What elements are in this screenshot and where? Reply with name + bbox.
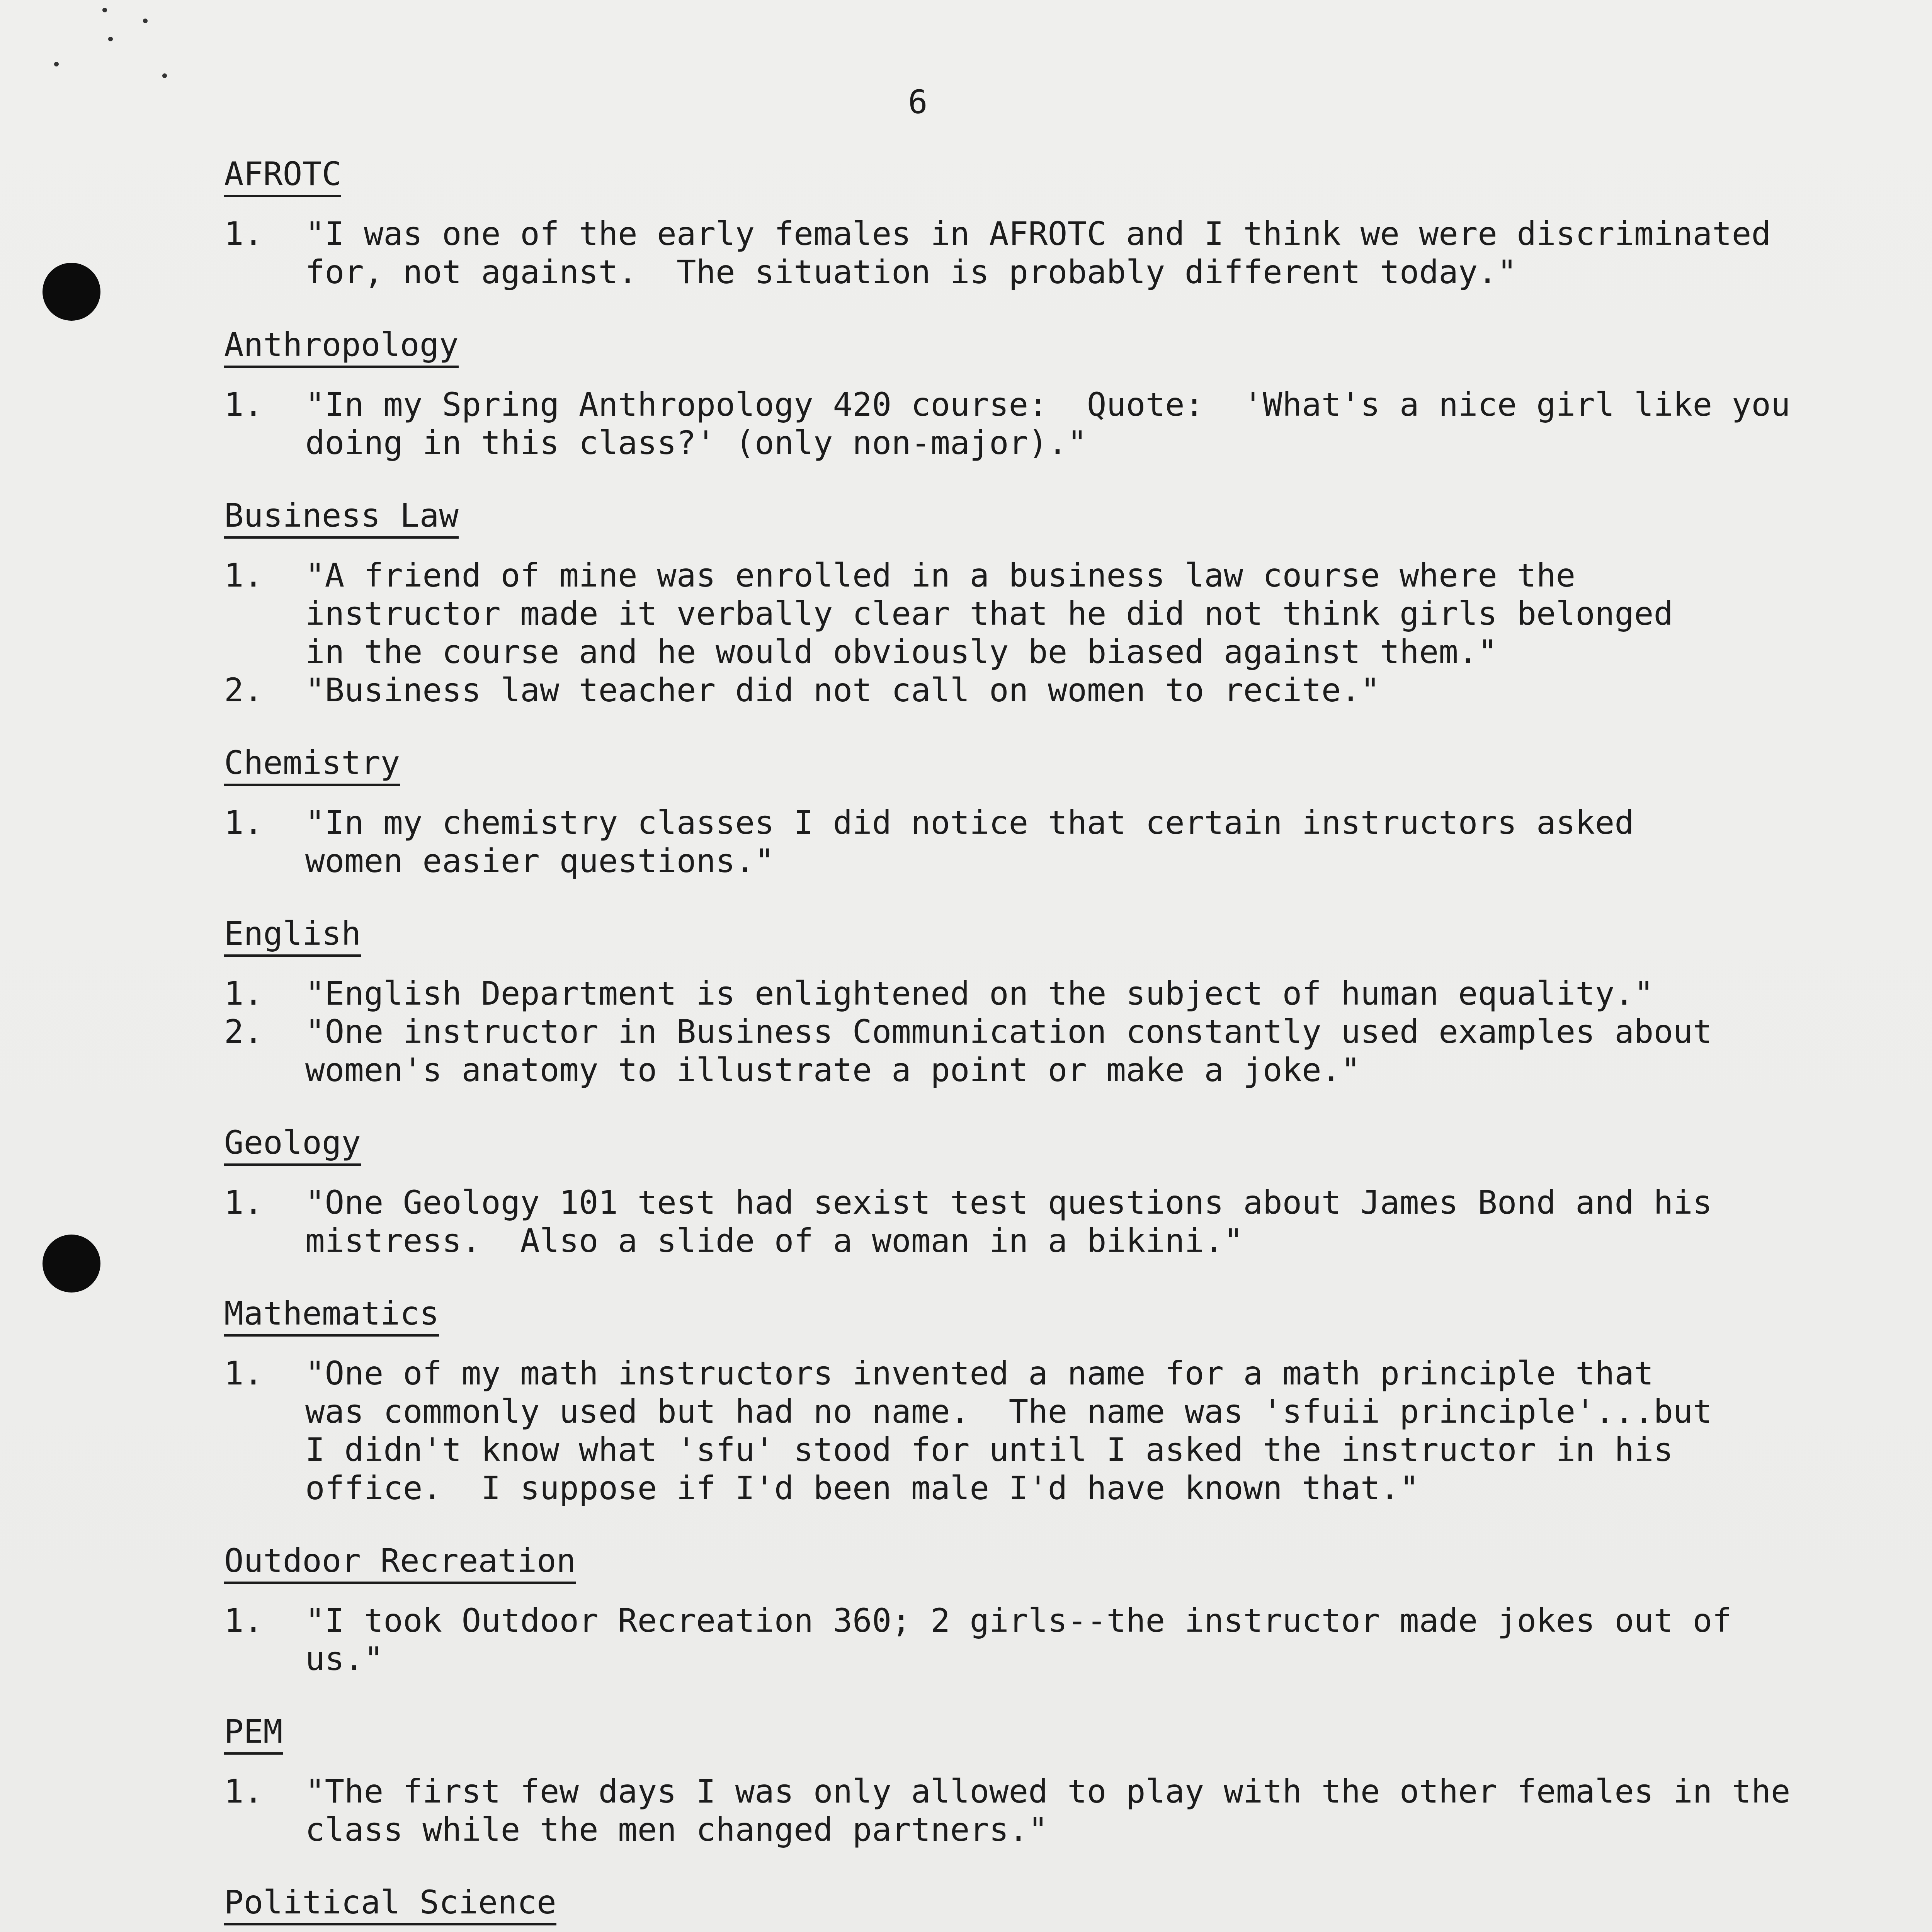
- comment-list: [224, 1184, 1828, 1260]
- comment-list: [224, 1354, 1828, 1507]
- comment-text: "In my Spring Anthropology 420 course: Quote: 'What's a nice girl like you doing in this class?' (only non-major).": [305, 386, 1791, 462]
- section-heading: Anthropology: [224, 325, 459, 368]
- comment-text: "The first few days I was only allowed to play with the other females in the class while the men changed partners.": [305, 1772, 1791, 1849]
- section-heading: Political Science: [224, 1883, 556, 1925]
- page-number: 6: [908, 83, 928, 121]
- comment-text: "One instructor in Business Communication constantly used examples about women's anatomy to illustrate a point or make a joke.": [305, 1013, 1713, 1089]
- comment-text: "In my chemistry classes I did notice that certain instructors asked women easier questions.": [305, 804, 1634, 880]
- comment-item: [224, 975, 1828, 1013]
- section-heading: Chemistry: [224, 743, 400, 786]
- section-heading: Outdoor Recreation: [224, 1541, 576, 1584]
- section-afrotc: [224, 155, 1828, 291]
- comment-item: [224, 215, 1828, 291]
- comment-number: 1.: [224, 1184, 264, 1221]
- comment-text: "English Department is enlightened on the subject of human equality.": [305, 975, 1654, 1012]
- comment-list: [224, 1602, 1828, 1678]
- comment-item: [224, 1354, 1828, 1507]
- comment-number: 2.: [224, 1013, 264, 1051]
- comment-number: 1.: [224, 1602, 264, 1639]
- comment-text: "One of my math instructors invented a name for a math principle that was commonly used but had no name. The name was 'sfuii principle'...but I didn't know what 'sfu' stood for until I asked the instructor in his office. I suppose if I'd been male I'd have known that.": [305, 1354, 1713, 1507]
- comment-list: [224, 804, 1828, 880]
- comment-number: 1.: [224, 386, 264, 423]
- section-heading: Business Law: [224, 496, 459, 539]
- comment-number: 1.: [224, 1354, 264, 1392]
- paper-speck: [108, 37, 113, 41]
- comment-item: [224, 1602, 1828, 1678]
- comment-item: [224, 556, 1828, 671]
- section-heading: Geology: [224, 1123, 361, 1166]
- section-anthropology: [224, 325, 1828, 462]
- comment-item: [224, 386, 1828, 462]
- comment-text: "Business law teacher did not call on women to recite.": [305, 671, 1380, 709]
- section-mathematics: [224, 1294, 1828, 1507]
- comment-list: [224, 556, 1828, 709]
- comment-item: [224, 1184, 1828, 1260]
- section-outdoor-recreation: [224, 1541, 1828, 1678]
- comment-number: 1.: [224, 975, 264, 1012]
- section-heading: English: [224, 914, 361, 957]
- section-english: [224, 914, 1828, 1089]
- comment-text: "I was one of the early females in AFROTC and I think we were discriminated for, not against. The situation is probably different today.": [305, 215, 1771, 291]
- paper-speck: [54, 62, 59, 66]
- comment-text: "I took Outdoor Recreation 360; 2 girls--the instructor made jokes out of us.": [305, 1602, 1752, 1678]
- comments-list: [224, 155, 1828, 1932]
- comment-number: 1.: [224, 556, 264, 594]
- comment-list: [224, 975, 1828, 1089]
- comment-list: [224, 215, 1828, 291]
- comment-number: 1.: [224, 215, 264, 253]
- comment-number: 1.: [224, 1772, 264, 1810]
- section-heading: AFROTC: [224, 155, 341, 197]
- comment-number: 1.: [224, 804, 264, 842]
- section-chemistry: [224, 743, 1828, 880]
- section-business-law: [224, 496, 1828, 709]
- comment-item: [224, 1772, 1828, 1849]
- section-heading: PEM: [224, 1712, 283, 1755]
- paper-speck: [102, 8, 107, 12]
- paper-speck: [143, 19, 148, 23]
- comment-text: "One Geology 101 test had sexist test questions about James Bond and his mistress. Also a slide of a woman in a bikini.": [305, 1184, 1713, 1260]
- binder-hole: [43, 1235, 100, 1293]
- comment-item: [224, 671, 1828, 709]
- binder-hole: [43, 263, 100, 321]
- paper-speck: [162, 73, 167, 78]
- section-pem: [224, 1712, 1828, 1849]
- section-heading: Mathematics: [224, 1294, 439, 1337]
- comment-list: [224, 386, 1828, 462]
- comment-item: [224, 1013, 1828, 1089]
- section-geology: [224, 1123, 1828, 1260]
- comment-text: "A friend of mine was enrolled in a business law course where the instructor made it verbally clear that he did not think girls belonged in the course and he would obviously be biased against them.": [305, 556, 1673, 671]
- comment-item: [224, 804, 1828, 880]
- section-political-science: [224, 1883, 1828, 1932]
- comment-number: 2.: [224, 671, 264, 709]
- comment-list: [224, 1772, 1828, 1849]
